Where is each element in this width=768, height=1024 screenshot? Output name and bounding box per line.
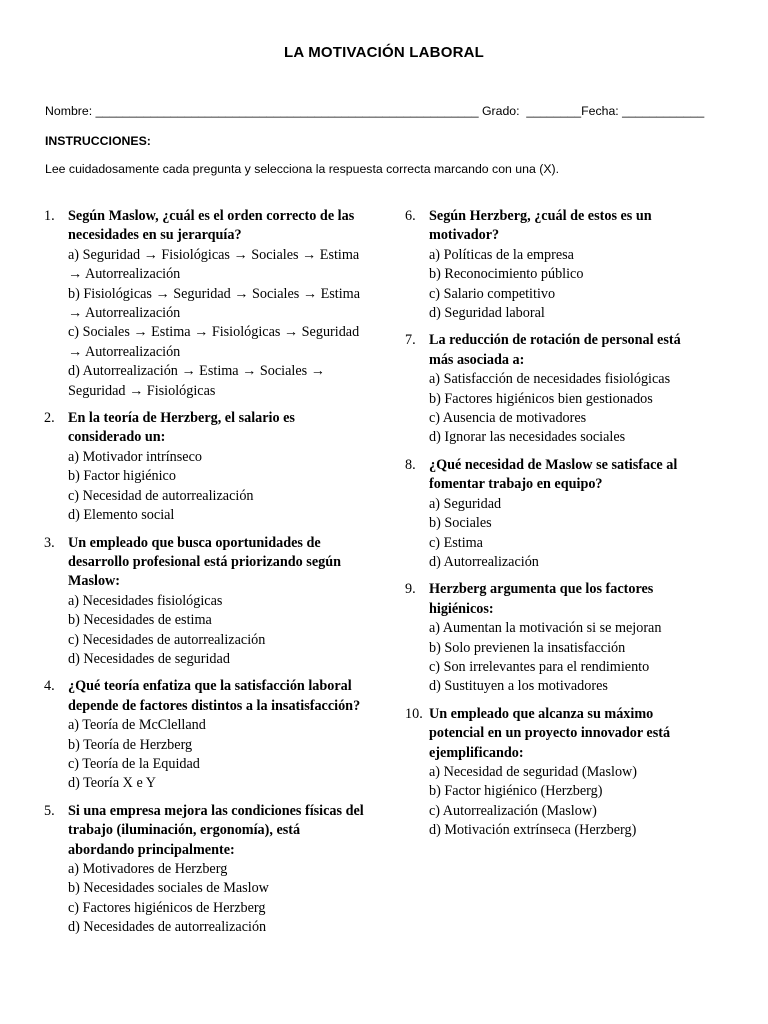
answer-option[interactable]: b) Fisiológicas → Seguridad → Sociales → Estima → Autorrealización <box>68 285 360 322</box>
answer-option[interactable]: d) Sustituyen a los motivadores <box>429 678 608 695</box>
question-number: 2. <box>44 410 55 427</box>
answer-option[interactable]: c) Necesidad de autorrealización <box>68 487 254 504</box>
answer-option[interactable]: a) Aumentan la motivación si se mejoran <box>429 620 662 637</box>
question-8 <box>405 456 701 572</box>
question-text: La reducción de rotación de personal está más asociada a: <box>429 332 681 368</box>
question-text: ¿Qué teoría enfatiza que la satisfacción laboral depende de factores distintos a la insatisfacción? <box>68 678 361 714</box>
answer-option[interactable]: d) Necesidades de autorrealización <box>68 919 267 936</box>
questions-right-column <box>405 207 701 849</box>
question-text: Según Maslow, ¿cuál es el orden correcto de las necesidades en su jerarquía? <box>68 208 355 244</box>
answer-option[interactable]: a) Motivador intrínseco <box>68 448 202 465</box>
answer-option[interactable]: a) Teoría de McClelland <box>68 717 206 734</box>
answer-option[interactable]: c) Son irrelevantes para el rendimiento <box>429 658 650 675</box>
answer-option[interactable]: d) Motivación extrínseca (Herzberg) <box>429 822 637 839</box>
question-6 <box>405 207 701 323</box>
question-3 <box>44 534 364 670</box>
question-number: 6. <box>405 208 416 224</box>
answer-option[interactable]: c) Estima <box>429 534 483 551</box>
answer-option[interactable]: d) Necesidades de seguridad <box>68 650 230 667</box>
answer-option[interactable]: d) Autorrealización <box>429 553 539 570</box>
question-number: 3. <box>44 534 55 551</box>
question-text: Herzberg argumenta que los factores higiénicos: <box>429 581 654 617</box>
answer-option[interactable]: a) Necesidades fisiológicas <box>68 592 223 609</box>
question-number: 10. <box>405 705 423 722</box>
answer-option[interactable]: a) Motivadores de Herzberg <box>68 861 228 877</box>
answer-option[interactable]: c) Necesidades de autorrealización <box>68 631 266 648</box>
answer-option[interactable]: a) Seguridad → Fisiológicas → Sociales → Estima → Autorrealización <box>68 246 360 283</box>
answer-option[interactable]: d) Ignorar las necesidades sociales <box>429 429 626 446</box>
name-grade-date-line: Nombre: ________________________________________________________ Grado: ________Fecha: ____________ <box>45 104 705 118</box>
answer-option[interactable]: c) Factores higiénicos de Herzberg <box>68 899 266 916</box>
question-1 <box>44 207 364 401</box>
answer-option[interactable]: a) Satisfacción de necesidades fisiológicas <box>429 371 671 388</box>
question-text: Si una empresa mejora las condiciones físicas del trabajo (iluminación, ergonomía), está abordando principalmente: <box>68 802 364 858</box>
question-number: 4. <box>44 678 55 695</box>
page-title: LA MOTIVACIÓN LABORAL <box>283 44 484 61</box>
answer-option[interactable]: a) Necesidad de seguridad (Maslow) <box>429 763 638 780</box>
question-number: 5. <box>44 802 55 819</box>
question-text: ¿Qué necesidad de Maslow se satisface al fomentar trabajo en equipo? <box>429 456 678 493</box>
answer-option[interactable]: b) Teoría de Herzberg <box>68 736 193 753</box>
instructions-text: Lee cuidadosamente cada pregunta y selecciona la respuesta correcta marcando con una (X). <box>45 162 560 176</box>
answer-option[interactable]: d) Seguridad laboral <box>429 305 545 322</box>
answer-option[interactable]: d) Teoría X e Y <box>68 775 157 792</box>
answer-option[interactable]: b) Factor higiénico (Herzberg) <box>429 783 603 800</box>
question-2 <box>44 409 364 525</box>
questions-left-column <box>44 207 364 946</box>
answer-option[interactable]: c) Ausencia de motivadores <box>429 410 587 427</box>
question-number: 7. <box>405 332 416 349</box>
answer-option[interactable]: d) Autorrealización → Estima → Sociales → Seguridad → Fisiológicas <box>68 363 325 399</box>
answer-option[interactable]: b) Necesidades de estima <box>68 612 212 629</box>
question-text: Un empleado que busca oportunidades de desarrollo profesional está priorizando según Maslow: <box>68 534 341 590</box>
question-text: En la teoría de Herzberg, el salario es considerado un: <box>68 410 295 446</box>
question-number: 8. <box>405 456 416 473</box>
answer-option[interactable]: d) Elemento social <box>68 507 175 524</box>
answer-option[interactable]: a) Seguridad <box>429 495 502 512</box>
question-number: 9. <box>405 581 416 598</box>
answer-option[interactable]: c) Sociales → Estima → Fisiológicas → Seguridad → Autorrealización <box>68 324 360 360</box>
answer-option[interactable]: c) Salario competitivo <box>429 285 556 302</box>
question-number: 1. <box>44 208 55 224</box>
answer-option[interactable]: c) Teoría de la Equidad <box>68 755 200 772</box>
answer-option[interactable]: b) Reconocimiento público <box>429 266 584 283</box>
question-4 <box>44 677 364 793</box>
question-9 <box>405 580 701 696</box>
answer-option[interactable]: c) Autorrealización (Maslow) <box>429 802 597 819</box>
answer-option[interactable]: b) Sociales <box>429 515 492 532</box>
question-text: Un empleado que alcanza su máximo potencial en un proyecto innovador está ejemplificando: <box>429 705 671 761</box>
answer-option[interactable]: a) Políticas de la empresa <box>429 246 574 263</box>
question-7 <box>405 331 701 447</box>
question-10 <box>405 705 701 841</box>
answer-option[interactable]: b) Necesidades sociales de Maslow <box>68 880 269 897</box>
question-5 <box>44 802 364 938</box>
answer-option[interactable]: b) Factor higiénico <box>68 468 176 485</box>
answer-option[interactable]: b) Factores higiénicos bien gestionados <box>429 390 653 407</box>
instructions-heading: INSTRUCCIONES: <box>45 134 151 148</box>
answer-option[interactable]: b) Solo previenen la insatisfacción <box>429 639 626 656</box>
question-text: Según Herzberg, ¿cuál de estos es un motivador? <box>429 208 652 244</box>
